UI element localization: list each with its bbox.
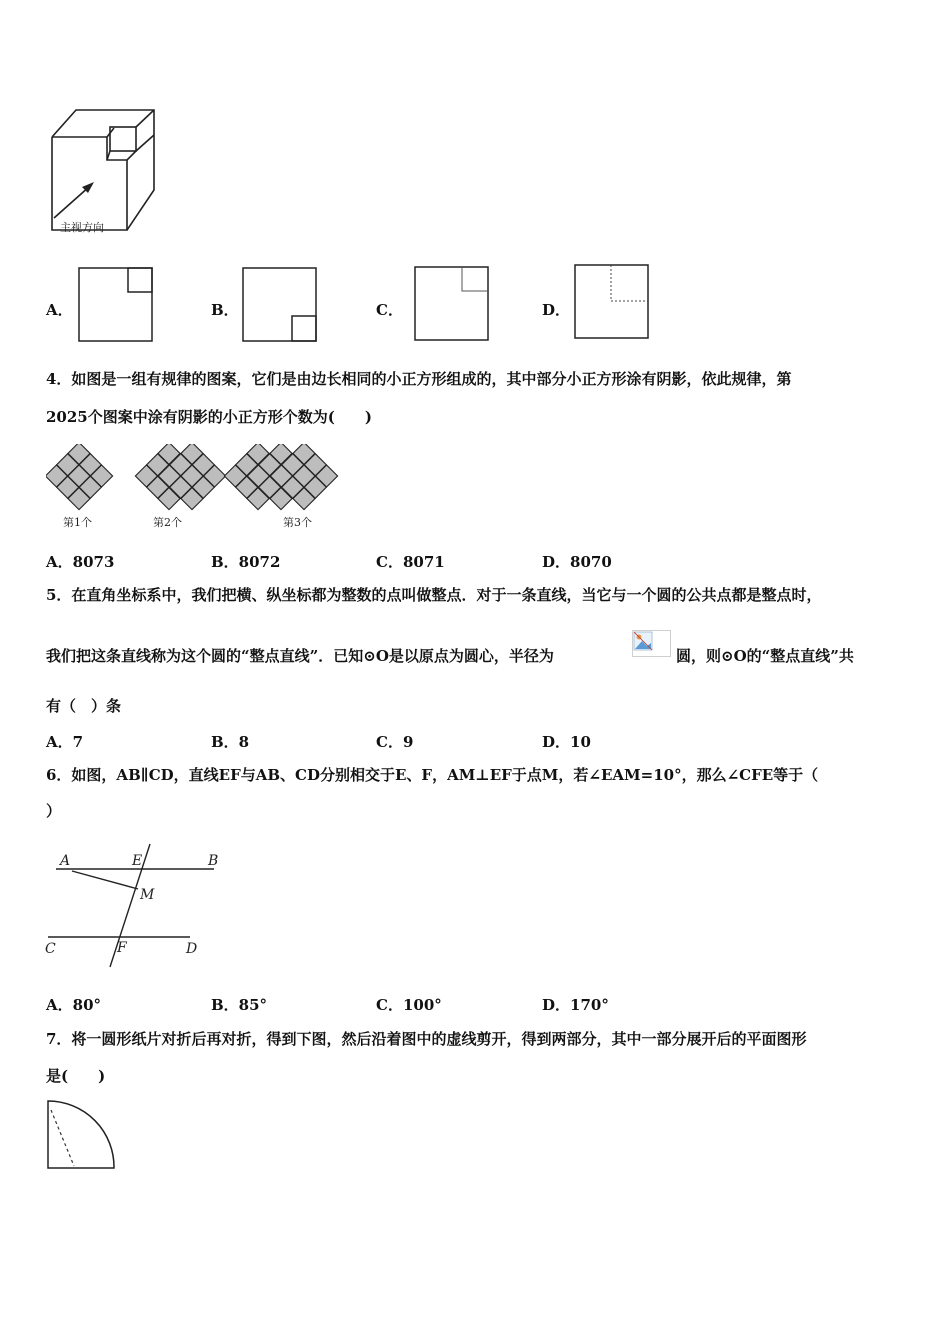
label-b: B	[208, 853, 219, 869]
q5-option-b[interactable]: B．8	[211, 733, 250, 751]
q6-geometry-figure	[44, 842, 226, 972]
q4-pattern-figure	[46, 444, 376, 536]
label-m: M	[140, 887, 155, 903]
q5-option-d[interactable]: D．10	[542, 733, 591, 751]
label-e: E	[132, 853, 143, 869]
label-c: C	[45, 941, 56, 957]
q3-option-b[interactable]: B．	[211, 301, 239, 319]
q4-option-b[interactable]: B．8072	[211, 553, 281, 571]
q4-option-a[interactable]: A．8073	[46, 553, 115, 571]
q3-option-a[interactable]: A．	[46, 301, 73, 319]
q4-option-d[interactable]: D．8070	[542, 553, 612, 571]
q4-fig-label-2: 第2个	[153, 516, 182, 529]
q4-option-c[interactable]: C．8071	[376, 553, 445, 571]
q5-text-line2b: 圆，则⊙O的“整点直线”共	[676, 647, 854, 665]
q3-option-c-figure[interactable]	[414, 266, 490, 342]
q4-fig-label-3: 第3个	[283, 516, 312, 529]
q6-option-b[interactable]: B．85°	[211, 996, 268, 1014]
q6-text-line2: ）	[46, 802, 62, 820]
q4-fig-label-1: 第1个	[63, 516, 92, 529]
q6-option-a[interactable]: A．80°	[46, 996, 102, 1014]
q6-text-line1: 6．如图，AB∥CD，直线EF与AB、CD分别相交于E、F，AM⊥EF于点M，若∠EAM=10°，那么∠CFE等于（	[46, 766, 819, 784]
q7-folded-paper-figure	[44, 1098, 118, 1172]
q3-option-a-figure[interactable]	[78, 267, 154, 343]
q5-text-line2a: 我们把这条直线称为这个圆的“整点直线”．已知⊙O是以原点为圆心，半径为	[46, 647, 554, 665]
label-a: A	[60, 853, 71, 869]
cube-figure	[44, 100, 164, 240]
label-f: F	[117, 940, 127, 956]
q5-text-line3: 有（ ）条	[46, 697, 122, 715]
q4-text-line2: 2025个图案中涂有阴影的小正方形个数为( )	[46, 408, 372, 426]
q6-option-d[interactable]: D．170°	[542, 996, 609, 1014]
q5-text-line1: 5．在直角坐标系中，我们把横、纵坐标都为整数的点叫做整点．对于一条直线，当它与一个圆的公共点都是整点时，	[46, 586, 822, 604]
cube-caption: 主视方向	[60, 221, 104, 234]
q5-option-a[interactable]: A．7	[46, 733, 84, 751]
q6-option-c[interactable]: C．100°	[376, 996, 442, 1014]
q7-text-line1: 7．将一圆形纸片对折后再对折，得到下图，然后沿着图中的虚线剪开，得到两部分，其中一部分展开后的平面图形	[46, 1030, 807, 1048]
q3-option-b-figure[interactable]	[242, 267, 318, 343]
label-d: D	[186, 941, 198, 957]
q3-option-c[interactable]: C．	[376, 301, 403, 319]
q3-option-d-figure[interactable]	[574, 264, 650, 340]
broken-image-icon	[632, 630, 672, 658]
q3-option-d[interactable]: D．	[542, 301, 571, 319]
q4-text-line1: 4．如图是一组有规律的图案，它们是由边长相同的小正方形组成的，其中部分小正方形涂有阴影，依此规律，第	[46, 370, 792, 388]
q7-text-line2: 是( )	[46, 1067, 106, 1085]
q5-option-c[interactable]: C．9	[376, 733, 414, 751]
